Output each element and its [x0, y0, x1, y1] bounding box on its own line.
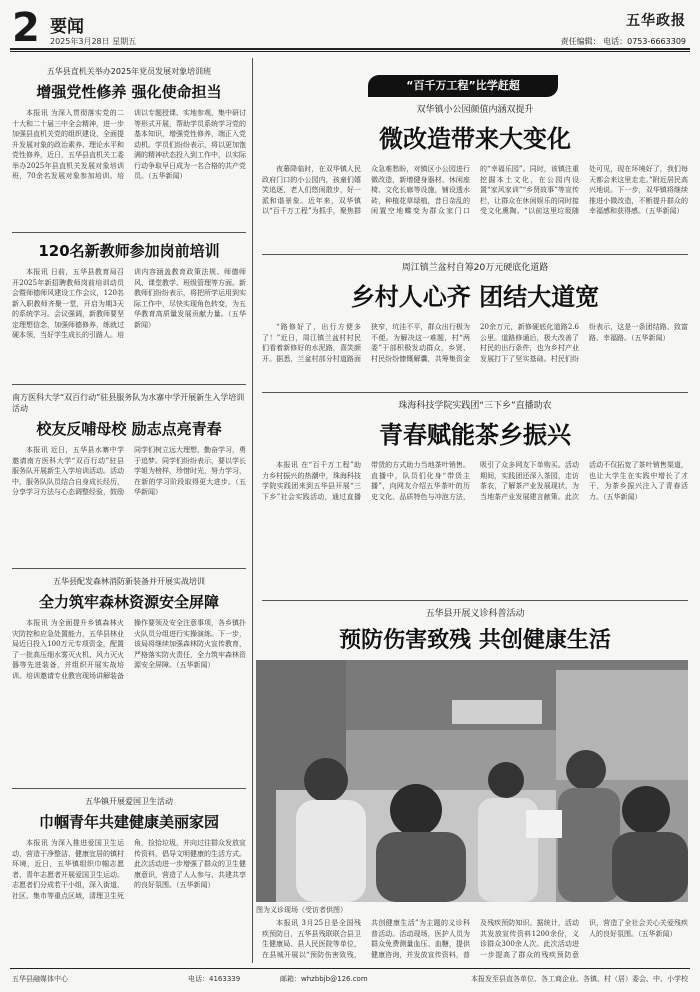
clinic-photo: [256, 660, 688, 902]
article-text: 本报讯 在“百千万工程”助力乡村振兴的热潮中，珠海科技学院实践团来到五华县开展“三下乡”社会实践活动，通过直播带货的方式助力当地茶叶销售。直播中，队员们化身“带货主播”，向网友介绍五华茶叶的历史文化、品质特色与冲泡方法，吸引了众多网友下单购买。活动期间，实践团还深入茶园，走访茶农，了解茶产业发展现状，为当地茶产业发展建言献策。此次活动不仅拓宽了茶叶销售渠道，也让大学生在实践中增长了才干，为茶乡振兴注入了青春活力。（五华新闻）: [262, 461, 688, 501]
article-body: [12, 108, 246, 230]
article-body: [12, 618, 246, 778]
page-footer: [10, 968, 690, 986]
article-headline: 增强党性修养 强化使命担当: [36, 83, 222, 101]
section-rule: [12, 568, 246, 569]
article-headline: 巾帼青年共建健康美丽家园: [38, 813, 219, 831]
article-kicker: 珠海科技学院实践团“三下乡”直播助农: [398, 401, 552, 411]
article-body: [12, 445, 246, 561]
paper-logo: 五华政报: [626, 13, 686, 29]
column-divider: [252, 58, 253, 963]
article-body: [12, 267, 246, 385]
article-text: 本报讯 为深入推进爱国卫生运动，营造干净整洁、健康宜居的镇村环境，近日，五华镇组织巾帼志愿者、青年志愿者开展爱国卫生运动。志愿者们分成若干小组，深入街道、社区、集市等重点区域，清理卫生死角，捡拾垃圾，并向过往群众发放宣传资料，倡导文明健康的生活方式。此次活动进一步增强了群众的卫生健康意识，营造了人人参与、共建共享的良好氛围。（五华新闻）: [12, 839, 246, 900]
article-forest-fire: [12, 576, 246, 778]
article-headline: 全力筑牢森林资源安全屏障: [38, 593, 219, 611]
article-alumni: [12, 392, 246, 561]
section-rule: [12, 232, 246, 233]
article-body: [12, 838, 246, 970]
footer-email: 邮箱：whzbbjb@126.com: [280, 975, 368, 983]
article-teacher-training: [12, 240, 246, 385]
article-kicker: 五华县直机关举办2025年党员发展对象培训班: [46, 67, 212, 76]
editor-line: 责任编辑： 电话：0753-6663309: [560, 37, 686, 46]
article-tea-livestream: [262, 398, 688, 598]
section-rule: [262, 600, 688, 601]
article-health-campaign: [12, 796, 246, 970]
article-village-road: [262, 260, 688, 394]
section-name: 要闻: [50, 17, 84, 37]
clinic-photo-illustration: [256, 660, 688, 902]
section-rule: [12, 384, 246, 385]
campaign-banner: “百千万工程”比学赶超: [368, 75, 558, 97]
article-kicker: 双华镇小公园颜值内涵双提升: [416, 105, 534, 115]
masthead-rule: [10, 48, 690, 50]
footer-publisher: 五华县融媒体中心: [12, 975, 68, 983]
section-rule: [12, 788, 246, 789]
article-body: [262, 164, 688, 252]
article-kicker: 五华镇开展爱国卫生活动: [85, 797, 173, 806]
page-number: 2: [12, 5, 40, 51]
article-text: 本报讯 为全面提升乡镇森林火灾防控和应急处置能力，五华县林业局近日投入100万元专项资金，配置了一批高压细水雾灭火机、风力灭火器等先进装备，并组织开展实战培训。培训邀请专业教官现场讲解装备操作要领及安全注意事项，各乡镇扑火队员分组进行实操演练。下一步，该局将继续加强森林防火宣传教育，严格落实防火责任，全力筑牢森林资源安全屏障。（五华新闻）: [12, 619, 246, 680]
article-body: [262, 918, 688, 964]
article-body: [262, 460, 688, 598]
article-body: [262, 322, 688, 394]
article-headline: 乡村人心齐 团结大道宽: [350, 283, 600, 311]
article-text: 本报讯 日前，五华县教育局召开2025年新招聘教师岗前培训动员会暨师德师风建设工作会议，120名新入职教师齐聚一堂，开启为期3天的系统学习。会议强调，新教师要坚定理想信念，加强师德修养，练就过硬本领，当好学生成长的引路人。培训内容涵盖教育政策法规、师德师风、课堂教学、班级管理等方面。新教师们纷纷表示，将把所学运用到实际工作中，尽快实现角色转变，为五华教育高质量发展贡献力量。（五华新闻）: [12, 268, 246, 339]
section-rule: [262, 392, 688, 393]
article-text: 本报讯 3月25日是全国残疾预防日，五华县残联联合县卫生健康局、县人民医院等单位，在县城开展以“预防伤害致残，共创健康生活”为主题的义诊科普活动。活动现场，医护人员为群众免费测量血压、血糖，提供健康咨询，并发放宣传资料，普及残疾预防知识。据统计，活动共发放宣传资料1200余份，义诊群众300余人次。此次活动进一步提高了群众的残疾预防意识，营造了全社会关心关爱残疾人的良好氛围。（五华新闻）: [262, 919, 688, 959]
section-rule: [262, 254, 688, 255]
article-kicker: 五华县配发森林消防新装备并开展实战培训: [53, 577, 205, 586]
article-text: 夜幕降临时，在双华镇人民政府门口的小公园内，孩童们嬉笑追逐，老人们悠闲散步，好一派和谐景象。近年来，双华镇以“百千万工程”为抓手，聚焦群众急难愁盼，对镇区小公园进行微改造，新增健身器材、休闲座椅、文化长廊等设施，铺设透水砖，种植花草绿植，昔日杂乱的闲置空地蝶变为群众家门口的“幸福乐园”。同时，该镇注重挖掘本土文化，在公园内设置“家风家训”“乡贤故事”等宣传栏，让群众在休闲娱乐的同时接受文化熏陶。“以前这里垃圾随处可见，现在环境好了，我们每天都会来这里走走。”附近居民高兴地说。下一步，双华镇将继续推进小微改造，不断提升群众的幸福感和获得感。（五华新闻）: [262, 165, 688, 215]
article-party-training: [12, 66, 246, 230]
article-free-clinic: [262, 606, 688, 654]
article-kicker: 五华县开展义诊科普活动: [425, 609, 525, 619]
article-headline: 校友反哺母校 励志点亮青春: [36, 420, 222, 438]
article-headline: 青春赋能茶乡振兴: [379, 421, 571, 449]
article-kicker: 周江镇兰盆村自筹20万元硬底化道路: [401, 263, 549, 273]
article-headline: 120名新教师参加岗前培训: [38, 242, 220, 260]
article-text: “路修好了，出行方便多了！”近日，周江镇兰盆村村民们看着新修好的水泥路，喜笑颜开。据悉，兰盆村部分村道路面狭窄，坑洼不平，群众出行极为不便。为解决这一难题，村“两委”干部积极发动群众，乡贤、村民纷纷慷慨解囊，共筹集资金20余万元，新修硬底化道路2.6公里。道路修通后，极大改善了村民的出行条件，也为乡村产业发展打下了坚实基础。村民们纷纷表示，这是一条团结路、致富路、幸福路。（五华新闻）: [262, 323, 688, 363]
article-text: 本报讯 为深入贯彻落实党的二十大和二十届三中全会精神，进一步加强县直机关党的组织建设，全面提升发展对象的政治素养、理论水平和党性修养，近日，五华县直机关工委举办2025年县直机关发展对象培训班，70余名发展对象参加培训。培训以专题授课、实地参观、集中研讨等形式开展，帮助学员系统学习党的基本知识，增强党性修养，端正入党动机。学员们纷纷表示，将以更加饱满的精神状态投入到工作中，以实际行动争取早日成为一名合格的共产党员。（五华新闻）: [12, 109, 246, 180]
article-park-renovation: [262, 102, 688, 252]
article-headline: 预防伤害致残 共创健康生活: [339, 628, 611, 653]
issue-date: 2025年3月28日 星期五: [50, 37, 137, 46]
article-headline: 微改造带来大变化: [379, 125, 571, 153]
article-text: 本报讯 近日，五华县水寨中学邀请南方医科大学“双百行动”驻县服务队开展新生入学培训活动。活动中，服务队队员结合自身成长经历，分享学习方法与心态调整经验，鼓励同学们树立远大理想，勤奋学习，勇于追梦。同学们纷纷表示，要以学长学姐为榜样，珍惜时光，努力学习，在新的学习阶段取得更大进步。（五华新闻）: [12, 446, 246, 496]
masthead-rule-thin: [10, 51, 690, 52]
footer-phone: 电话：4163339: [188, 975, 241, 983]
footer-distribution: 本报发至县直各单位、各工商企业、各镇、村（居）委会、中、小学校: [471, 975, 688, 983]
photo-caption: 图为义诊现场（受访者供图）: [256, 906, 347, 914]
article-kicker: 南方医科大学“双百行动”驻县服务队为水寨中学开展新生入学培训活动: [12, 393, 245, 413]
